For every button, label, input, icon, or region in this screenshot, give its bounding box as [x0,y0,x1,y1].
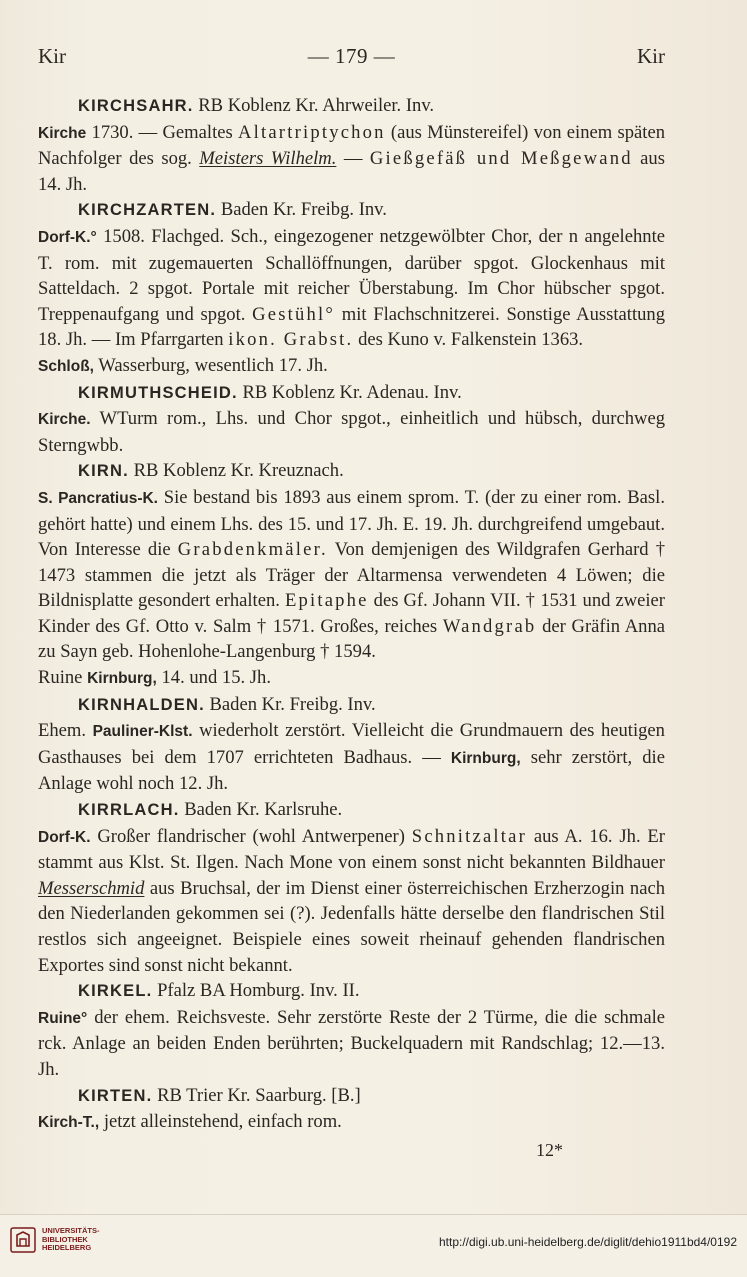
entry-lemma: S. Pancratius-K. [38,489,158,507]
entry-lemma: Schloß, [38,357,94,375]
entry-headword: KIRCHZARTEN. [78,201,217,220]
entry-place: Baden Kr. Freibg. Inv. [209,693,376,715]
entry-spaced-term: Schnitzaltar [411,825,527,847]
entry-text: Großer flandrischer (wohl Antwerpener) [97,825,405,847]
entry-kirmuthscheid [38,380,665,459]
entry-text: Ehem. [38,720,87,742]
permalink-url[interactable]: http://digi.ub.uni-heidelberg.de/diglit/dehio1911bd4/0192 [438,1235,737,1249]
entry-spaced-term: Altartriptychon [238,121,386,143]
entry-text: aus Bruchsal, der im Dienst einer österreichischen Erzherzogin nach den Niederlanden gekommen sei (?). Jedenfalls hätte derselbe den flandrischen Stil restlos sich angeeignet. Beispiele eines soweit rheinauf gehenden flandrischen Exportes sind sonst nicht bekannt. [38,877,665,976]
entry-text: des Kuno v. Falkenstein 1363. [358,329,584,351]
entry-spaced-term: Wandgrab [442,615,537,637]
entry-lemma: Dorf-K.° [38,228,97,246]
viewer-footer [0,1214,747,1277]
entry-text: Sie bestand bis 1893 aus einem sprom. T. (der zu einer rom. Basl. gehört hatte) und einem Lhs. des 15. und 17. Jh. E. 19. Jh. durchgreifend umgebaut. Von Interesse die [38,486,665,561]
logo-line: HEIDELBERG [42,1243,92,1253]
entry-text: aus 14. Jh. [38,148,665,195]
entry-text: 1508. Flachged. Sch., eingezogener netzgewölbter Chor, der n angelehnte T. rom. mit zugemauerten Schallöffnungen, darüber spgot. Glockenhaus mit Satteldach. 2 spgot. Portale mit reicher Überstabung. Im Chor hübscher spgot. Treppenaufgang und spgot. [38,225,665,325]
entry-place: RB Koblenz Kr. Ahrweiler. Inv. [198,95,435,116]
entry-headword: KIRMUTHSCHEID. [78,383,238,402]
library-logo[interactable] [10,1227,100,1253]
entry-text: der Gräfin Anna zu Sayn geb. Hohenlohe-Langenburg † 1594. [38,615,665,663]
entry-text: WTurm rom., Lhs. und Chor spgot., einheitlich und hübsch, durchweg Sterngwbb. [38,408,665,456]
entry-text: (aus Münstereifel) von einem späten Nachfolger des sog. [38,121,665,170]
entry-headword: KIRN. [78,462,129,481]
entry-spaced-term: Gießgefäß und Meßgewand [369,148,633,170]
dictionary-body [38,93,665,1136]
entry-lemma: Pauliner-Klst. [92,723,193,741]
entry-kirten [38,1083,665,1136]
entry-italic-name: Messerschmid [38,877,145,899]
entry-text: der ehem. Reichsveste. Sehr zerstörte Reste der 2 Türme, die die schmale rck. Anlage an beiden Enden berührten; Buckelquadern mit Randschlag; 12.—13. Jh. [38,1006,665,1080]
entry-text: — [343,148,363,170]
entry-place: Baden Kr. Karlsruhe. [184,799,343,821]
entry-text: Von demjenigen des Wildgrafen Gerhard † 1473 stammen die jetzt als Träger der Altarmensa verwendeten 4 Löwen; die Bildnisplatte gesondert erhalten. [38,539,666,612]
entry-place: Baden Kr. Freibg. Inv. [220,199,387,221]
entry-headword: KIRTEN. [78,1086,153,1105]
entry-text: Wasserburg, wesentlich 17. Jh. [98,354,328,376]
entry-spaced-term: Grabdenkmäler. [177,539,328,561]
entry-text: wiederholt zerstört. Vielleicht die Grundmauern des heutigen Gasthauses bei dem 1707 errichteten Badhaus. — [38,720,665,768]
entry-headword: KIRNHALDEN. [78,695,205,714]
entry-headword: KIRRLACH. [78,801,180,820]
logo-line: BIBLIOTHEK [42,1234,88,1244]
entry-lemma: Kirnburg, [87,670,157,688]
header-right: Kir [637,44,665,68]
entry-spaced-term: Epitaphe [284,590,369,612]
entry-lemma: Kirch-T., [38,1114,100,1132]
entry-text: des Gf. Johann VII. † 1531 und zweier Kinder des Gf. Otto v. Salm † 1571. Großes, reiches [38,590,665,637]
entry-kirrlach [38,797,665,978]
entry-kirnhalden [38,692,665,797]
header-left: Kir [38,44,66,68]
entry-place: RB Koblenz Kr. Kreuznach. [133,460,344,482]
entry-place: RB Koblenz Kr. Adenau. Inv. [242,381,462,403]
entry-text: mit Flachschnitzerei. Sonstige Ausstattung 18. Jh. — Im Pfarrgarten [38,303,666,351]
entry-spaced-term: ikon. Grabst. [228,329,354,351]
entry-lemma: Kirche. [38,411,91,429]
entry-headword: KIRCHSAHR. [78,97,194,115]
entry-text: 14. und 15. Jh. [161,667,271,689]
entry-kirn [38,458,665,691]
entry-text: sehr zerstört, die Anlage wohl noch 12. Jh. [38,746,665,795]
page-number: — 179 — [307,44,396,68]
entry-text: aus A. 16. Jh. Er stammt aus Klst. St. Ilgen. Nach Mone von einem sonst nicht bekannten Bildhauer [38,825,665,874]
entry-kirkel [38,978,665,1082]
entry-italic-name: Meisters Wilhelm. [199,148,337,170]
entry-lemma: Dorf-K. [38,828,91,846]
library-seal-icon [10,1227,36,1253]
entry-lemma: Kirnburg, [450,749,521,767]
logo-line: UNIVERSITÄTS- [42,1226,100,1236]
entry-lemma: Kirche [38,124,87,142]
entry-kirchsahr [38,93,665,197]
entry-headword: KIRKEL. [78,982,153,1001]
signature-mark: 12* [536,1140,563,1160]
entry-text: Ruine [38,667,83,689]
entry-kirchzarten [38,197,665,379]
entry-spaced-term: Gestühl° [252,303,336,325]
entry-text: 1730. — Gemaltes [91,121,233,143]
running-header [38,44,665,69]
entry-place: RB Trier Kr. Saarburg. [B.] [157,1084,361,1106]
entry-text: jetzt alleinstehend, einfach rom. [103,1111,342,1133]
entry-lemma: Ruine° [38,1009,88,1027]
entry-place: Pfalz BA Homburg. Inv. II. [157,980,360,1002]
